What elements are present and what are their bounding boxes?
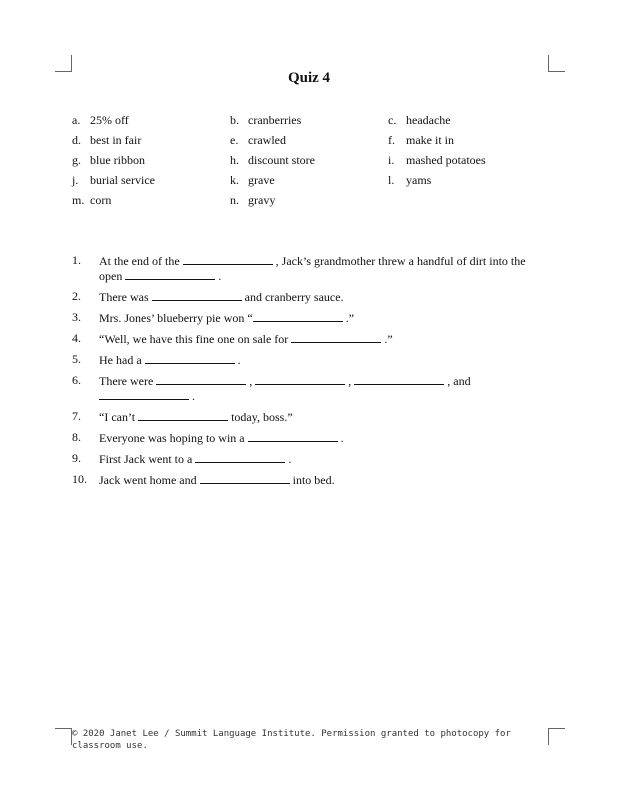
answer-blank[interactable] [354, 373, 444, 385]
question-item [72, 310, 548, 325]
choice-item [72, 152, 230, 172]
crop-mark-bottom-left [55, 728, 72, 745]
question-item [72, 373, 548, 403]
choice-letter: f. [388, 133, 395, 147]
question-number: 1. [72, 253, 81, 267]
choice-letter: c. [388, 113, 397, 127]
choice-letter: l. [388, 173, 395, 187]
choice-item [230, 192, 388, 212]
choice-letter: m. [72, 193, 85, 207]
question-text: “I can’t today, boss.” [99, 410, 293, 424]
question-item [72, 409, 548, 424]
question-text: Everyone was hoping to win a . [99, 431, 344, 445]
choice-text: 25% off [90, 113, 129, 127]
choice-letter: b. [230, 113, 239, 127]
answer-choices [72, 112, 552, 212]
answer-blank[interactable] [99, 388, 189, 400]
choice-letter: d. [72, 133, 81, 147]
question-item [72, 451, 548, 466]
answer-blank[interactable] [156, 373, 246, 385]
copyright-footer: © 2020 Janet Lee / Summit Language Institute. Permission granted to photocopy for classroom use. [72, 729, 511, 751]
question-item [72, 289, 548, 304]
question-number: 3. [72, 310, 81, 324]
question-number: 4. [72, 331, 81, 345]
choice-item [230, 172, 388, 192]
answer-blank[interactable] [152, 289, 242, 301]
page-title: Quiz 4 [287, 70, 331, 86]
question-text: Jack went home and into bed. [99, 473, 335, 487]
choice-item [388, 132, 546, 152]
choice-letter: n. [230, 193, 239, 207]
question-number: 2. [72, 289, 81, 303]
choice-item [72, 172, 230, 192]
answer-blank[interactable] [248, 430, 338, 442]
question-number: 10. [72, 472, 87, 486]
question-number: 9. [72, 451, 81, 465]
question-text: There were , , , and . [99, 374, 471, 403]
answer-blank[interactable] [145, 352, 235, 364]
choice-letter: a. [72, 113, 81, 127]
choice-text: make it in [406, 133, 454, 147]
choice-row [72, 152, 552, 172]
choice-item [388, 112, 546, 132]
choice-item [230, 132, 388, 152]
choice-text: best in fair [90, 133, 142, 147]
answer-blank[interactable] [200, 472, 290, 484]
choice-item [388, 172, 546, 192]
choice-item [230, 152, 388, 172]
answer-blank[interactable] [195, 451, 285, 463]
question-item [72, 430, 548, 445]
question-text: “Well, we have this fine one on sale for .” [99, 332, 393, 346]
choice-text: mashed potatoes [406, 153, 486, 167]
choice-letter: k. [230, 173, 239, 187]
question-list [72, 253, 548, 493]
choice-row [72, 172, 552, 192]
question-text: Mrs. Jones’ blueberry pie won “ .” [99, 311, 355, 325]
question-text: He had a . [99, 353, 241, 367]
question-text: At the end of the , Jack’s grandmother threw a handful of dirt into the open . [99, 254, 526, 283]
choice-text: grave [248, 173, 275, 187]
question-text: First Jack went to a . [99, 452, 292, 466]
choice-letter: g. [72, 153, 81, 167]
choice-row [72, 112, 552, 132]
question-number: 8. [72, 430, 81, 444]
question-item [72, 472, 548, 487]
answer-blank[interactable] [183, 253, 273, 265]
choice-row [72, 132, 552, 152]
choice-letter: i. [388, 153, 395, 167]
choice-item [230, 112, 388, 132]
choice-text: burial service [90, 173, 155, 187]
choice-text: crawled [248, 133, 286, 147]
choice-text: corn [90, 193, 112, 207]
choice-item [72, 192, 230, 212]
question-item [72, 253, 548, 283]
answer-blank[interactable] [125, 268, 215, 280]
choice-text: blue ribbon [90, 153, 145, 167]
choice-letter: j. [72, 173, 79, 187]
choice-item [388, 152, 546, 172]
choice-letter: e. [230, 133, 239, 147]
choice-text: discount store [248, 153, 315, 167]
crop-mark-bottom-right [548, 728, 565, 745]
question-number: 5. [72, 352, 81, 366]
choice-text: gravy [248, 193, 276, 207]
choice-text: headache [406, 113, 451, 127]
question-number: 7. [72, 409, 81, 423]
question-number: 6. [72, 373, 81, 387]
question-text: There was and cranberry sauce. [99, 290, 344, 304]
choice-row [72, 192, 552, 212]
choice-text: yams [406, 173, 432, 187]
answer-blank[interactable] [255, 373, 345, 385]
choice-text: cranberries [248, 113, 302, 127]
choice-letter: h. [230, 153, 239, 167]
answer-blank[interactable] [253, 310, 343, 322]
answer-blank[interactable] [291, 331, 381, 343]
answer-blank[interactable] [138, 409, 228, 421]
choice-item [72, 132, 230, 152]
choice-item [72, 112, 230, 132]
question-item [72, 331, 548, 346]
question-item [72, 352, 548, 367]
